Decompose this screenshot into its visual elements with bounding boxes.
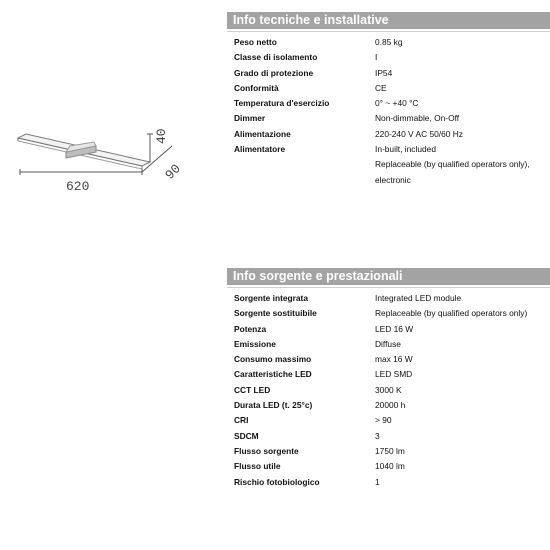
table-row bbox=[227, 111, 550, 126]
spec-value-line: > 90 bbox=[375, 415, 392, 426]
spec-value-line: 220-240 V AC 50/60 Hz bbox=[375, 128, 463, 139]
spec-label: SDCM bbox=[234, 430, 259, 441]
spec-value-line: 1750 lm bbox=[375, 445, 405, 456]
spec-value-line: Replaceable (by qualified operators only) bbox=[375, 308, 528, 319]
table-row bbox=[227, 66, 550, 81]
spec-value bbox=[375, 444, 550, 459]
spec-value bbox=[375, 96, 550, 111]
spec-label: Potenza bbox=[234, 323, 267, 334]
spec-value bbox=[375, 35, 550, 50]
spec-label: Conformità bbox=[234, 82, 279, 93]
table-row bbox=[227, 81, 550, 96]
spec-label: Sorgente integrata bbox=[234, 293, 308, 303]
spec-value bbox=[375, 322, 550, 337]
spec-value-line: In-built, included bbox=[375, 144, 436, 155]
dimension-width: 620 bbox=[66, 179, 90, 194]
spec-label: Flusso utile bbox=[234, 461, 281, 472]
spec-label: Alimentazione bbox=[234, 128, 291, 139]
spec-label: Classe di isolamento bbox=[234, 52, 318, 63]
spec-value bbox=[375, 337, 550, 352]
section-divider bbox=[227, 31, 550, 32]
spec-label: Alimentatore bbox=[234, 144, 286, 155]
spec-value bbox=[375, 352, 550, 367]
spec-label: Grado di protezione bbox=[234, 67, 314, 78]
spec-value-line: 20000 h bbox=[375, 400, 406, 411]
table-row bbox=[227, 127, 550, 142]
spec-label: Peso netto bbox=[234, 37, 277, 47]
spec-value-line: Integrated LED module bbox=[375, 293, 462, 303]
spec-value-line: 3000 K bbox=[375, 384, 402, 395]
technical-info-table bbox=[227, 35, 550, 188]
table-row bbox=[227, 367, 550, 382]
spec-value bbox=[375, 367, 550, 382]
spec-label: Temperatura d'esercizio bbox=[234, 98, 330, 109]
spec-label: CRI bbox=[234, 415, 249, 426]
table-row bbox=[227, 96, 550, 111]
table-row bbox=[227, 352, 550, 367]
lamp-drawing bbox=[0, 110, 215, 210]
table-row bbox=[227, 429, 550, 444]
spec-value bbox=[375, 413, 550, 428]
spec-value-line: max 16 W bbox=[375, 354, 413, 365]
table-row bbox=[227, 322, 550, 337]
table-row bbox=[227, 306, 550, 321]
spec-value bbox=[375, 383, 550, 398]
table-row bbox=[227, 35, 550, 50]
table-row bbox=[227, 383, 550, 398]
spec-label: Dimmer bbox=[234, 113, 266, 124]
spec-value-line: Diffuse bbox=[375, 338, 401, 349]
spec-value-line: LED 16 W bbox=[375, 323, 414, 334]
table-row bbox=[227, 142, 550, 188]
table-row bbox=[227, 413, 550, 428]
spec-value-line: Non-dimmable, On-Off bbox=[375, 113, 460, 124]
spec-value bbox=[375, 142, 550, 188]
dimension-height: 40 bbox=[154, 128, 169, 144]
section-divider bbox=[227, 287, 550, 288]
spec-value bbox=[375, 291, 550, 306]
spec-label: Flusso sorgente bbox=[234, 445, 299, 456]
spec-label: Durata LED (t. 25°c) bbox=[234, 400, 313, 411]
spec-value bbox=[375, 81, 550, 96]
source-info-section bbox=[227, 268, 550, 490]
product-dimension-drawing bbox=[0, 110, 215, 210]
table-row bbox=[227, 398, 550, 413]
spec-value bbox=[375, 66, 550, 81]
spec-label: Caratteristiche LED bbox=[234, 369, 312, 380]
spec-value bbox=[375, 306, 550, 321]
table-row bbox=[227, 459, 550, 474]
table-row bbox=[227, 337, 550, 352]
technical-info-section bbox=[227, 12, 550, 188]
spec-value bbox=[375, 475, 550, 490]
spec-value-line: Replaceable (by qualified operators only), bbox=[375, 159, 530, 170]
spec-value-line: LED SMD bbox=[375, 369, 413, 380]
spec-label: Sorgente sostituibile bbox=[234, 308, 317, 319]
spec-value-line: CE bbox=[375, 82, 387, 93]
table-row bbox=[227, 444, 550, 459]
spec-value-line: I bbox=[375, 52, 378, 63]
spec-value-line: 0.85 kg bbox=[375, 37, 403, 47]
spec-value bbox=[375, 127, 550, 142]
source-info-table bbox=[227, 291, 550, 490]
technical-info-title: Info tecniche e installative bbox=[227, 12, 550, 29]
spec-value-line: 1040 lm bbox=[375, 461, 405, 472]
source-info-title: Info sorgente e prestazionali bbox=[227, 268, 550, 285]
spec-label: CCT LED bbox=[234, 384, 271, 395]
spec-value-line: IP54 bbox=[375, 67, 393, 78]
dimension-depth: 90 bbox=[162, 161, 184, 183]
spec-value bbox=[375, 398, 550, 413]
table-row bbox=[227, 475, 550, 490]
spec-value bbox=[375, 111, 550, 126]
spec-value-line: 3 bbox=[375, 430, 380, 441]
spec-label: Emissione bbox=[234, 338, 276, 349]
table-row bbox=[227, 50, 550, 65]
spec-value-line: 1 bbox=[375, 476, 380, 487]
spec-value bbox=[375, 429, 550, 444]
table-row bbox=[227, 291, 550, 306]
spec-value bbox=[375, 50, 550, 65]
spec-label: Rischio fotobiologico bbox=[234, 476, 320, 487]
spec-value-line: electronic bbox=[375, 174, 411, 185]
spec-value-line: 0° ~ +40 °C bbox=[375, 98, 419, 109]
spec-label: Consumo massimo bbox=[234, 354, 312, 365]
spec-value bbox=[375, 459, 550, 474]
